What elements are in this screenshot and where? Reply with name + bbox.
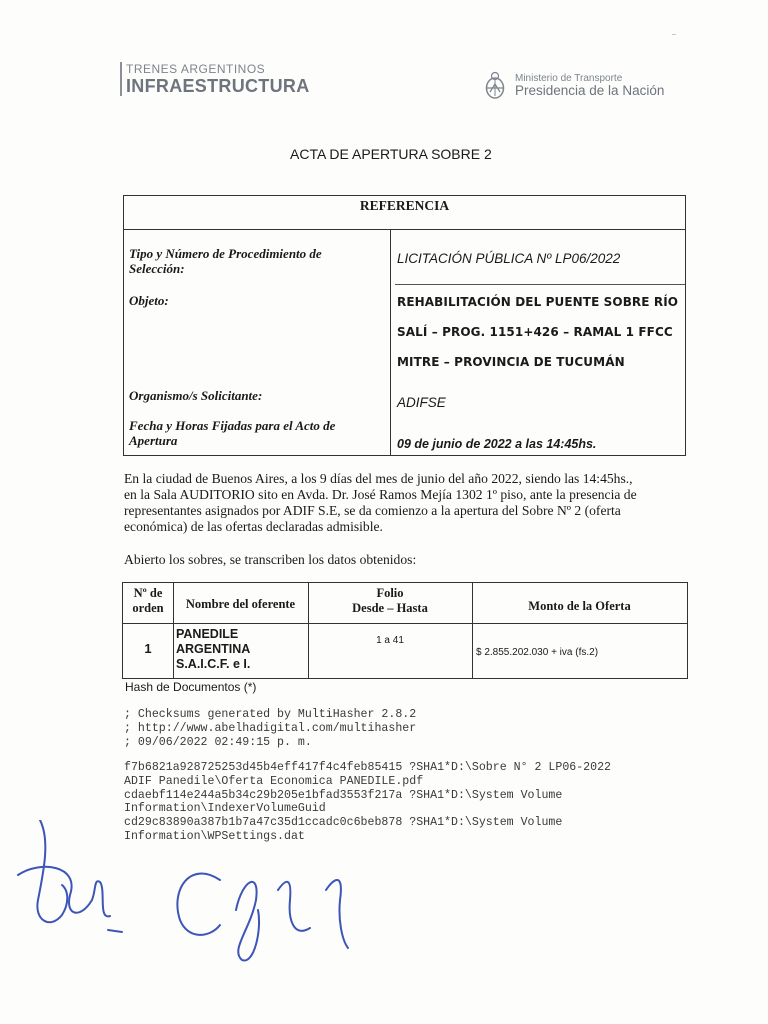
row-1-name-line-2: ARGENTINA xyxy=(176,642,251,656)
logo-line-2: INFRAESTRUCTURA xyxy=(126,76,310,96)
header-num-line-1: Nº de xyxy=(133,586,163,600)
objeto-line-3: MITRE – PROVINCIA DE TUCUMÁN xyxy=(397,355,625,369)
hash-comments xyxy=(124,708,416,749)
row-1-folio: 1 a 41 xyxy=(376,635,404,646)
hash-line-2: ADIF Panedile\Oferta Economica PANEDILE.pdf xyxy=(124,774,424,788)
header-num xyxy=(123,586,173,616)
trenes-argentinos-logo xyxy=(120,62,310,96)
handwritten-signature xyxy=(10,820,380,970)
value-organismo: ADIFSE xyxy=(397,395,446,410)
hash-line-6: Information\WPSettings.dat xyxy=(124,829,305,843)
intro-line-1: En la ciudad de Buenos Aires, a los 9 días del mes de junio del año 2022, siendo las 14:45hs., xyxy=(124,471,633,486)
ministerio-line-2: Presidencia de la Nación xyxy=(515,83,665,98)
label-tipo-line-1: Tipo y Número de Procedimiento de xyxy=(129,246,322,261)
hash-comment-2: ; http://www.abelhadigital.com/multihasher xyxy=(124,721,417,735)
row-1-amount: $ 2.855.202.030 + iva (fs.2) xyxy=(476,647,599,658)
header-folio-line-2: Desde – Hasta xyxy=(352,601,428,615)
offers-col-divider-3 xyxy=(472,583,473,678)
header-folio xyxy=(308,586,472,616)
label-fecha-line-1: Fecha y Horas Fijadas para el Acto de xyxy=(129,418,336,433)
hash-line-3: cdaebf114e244a5b34c29b205e1bfad3553f217a ?SHA1*D:\System Volume xyxy=(124,788,563,802)
label-objeto: Objeto: xyxy=(129,293,169,308)
header-name: Nombre del oferente xyxy=(185,597,296,611)
document-title: ACTA DE APERTURA SOBRE 2 xyxy=(290,146,492,162)
intro-line-2: en la Sala AUDITORIO sito en Avda. Dr. José Ramos Mejía 1302 1º piso, ante la presencia de xyxy=(124,487,637,502)
value-fecha: 09 de junio de 2022 a las 14:45hs. xyxy=(397,437,597,451)
row-1-num: 1 xyxy=(144,641,152,656)
header-folio-line-1: Folio xyxy=(376,586,404,600)
hash-line-4: Information\IndexerVolumeGuid xyxy=(124,802,326,816)
objeto-line-2: SALÍ – PROG. 1151+426 – RAMAL 1 FFCC xyxy=(397,325,673,339)
label-fecha xyxy=(129,418,379,448)
header-amount: Monto de la Oferta xyxy=(528,599,631,613)
offers-header-rule xyxy=(123,623,687,624)
row-1-name-line-3: S.A.I.C.F. e I. xyxy=(176,657,251,671)
reference-heading: REFERENCIA xyxy=(124,196,685,230)
row-1-name xyxy=(176,627,250,672)
intro-paragraph xyxy=(124,471,689,535)
row-1-name-line-1: PANEDILE xyxy=(176,627,239,641)
logo-line-1: TRENES ARGENTINOS xyxy=(126,62,266,76)
hash-comment-1: ; Checksums generated by MultiHasher 2.8.2 xyxy=(124,708,417,721)
objeto-line-1: REHABILITACIÓN DEL PUENTE SOBRE RÍO xyxy=(397,295,679,309)
offers-table xyxy=(122,582,688,679)
label-tipo-line-2: Selección: xyxy=(129,261,185,276)
hash-line-5: cd29c83890a387b1b7a47c35d1ccadc0c6beb878 ?SHA1*D:\System Volume xyxy=(124,816,563,830)
reference-divider xyxy=(390,229,391,455)
hash-title: Hash de Documentos (*) xyxy=(125,680,257,694)
ministerio-line-1: Ministerio de Transporte xyxy=(515,73,623,84)
label-tipo xyxy=(129,246,379,276)
value-tipo-underline xyxy=(395,284,685,285)
transcription-paragraph: Abierto los sobres, se transcriben los datos obtenidos: xyxy=(124,552,417,567)
label-organismo: Organismo/s Solicitante: xyxy=(129,388,263,403)
intro-line-4: económica) de las ofertas declaradas admisible. xyxy=(124,519,383,534)
header-num-line-2: orden xyxy=(132,601,164,615)
corner-mark: .. xyxy=(672,28,676,37)
national-crest-icon xyxy=(484,70,506,100)
intro-line-3: representantes asignados por ADIF S.E, se da comienzo a la apertura del Sobre Nº 2 (oferta xyxy=(124,503,621,518)
reference-table xyxy=(123,195,686,456)
hash-line-1: f7b6821a928725253d45b4eff417f4c4feb85415 ?SHA1*D:\Sobre N° 2 LP06-2022 xyxy=(124,761,612,774)
value-tipo: LICITACIÓN PÚBLICA Nº LP06/2022 xyxy=(397,251,621,266)
label-fecha-line-2: Apertura xyxy=(129,433,178,448)
hash-comment-3: ; 09/06/2022 02:49:15 p. m. xyxy=(124,735,312,749)
